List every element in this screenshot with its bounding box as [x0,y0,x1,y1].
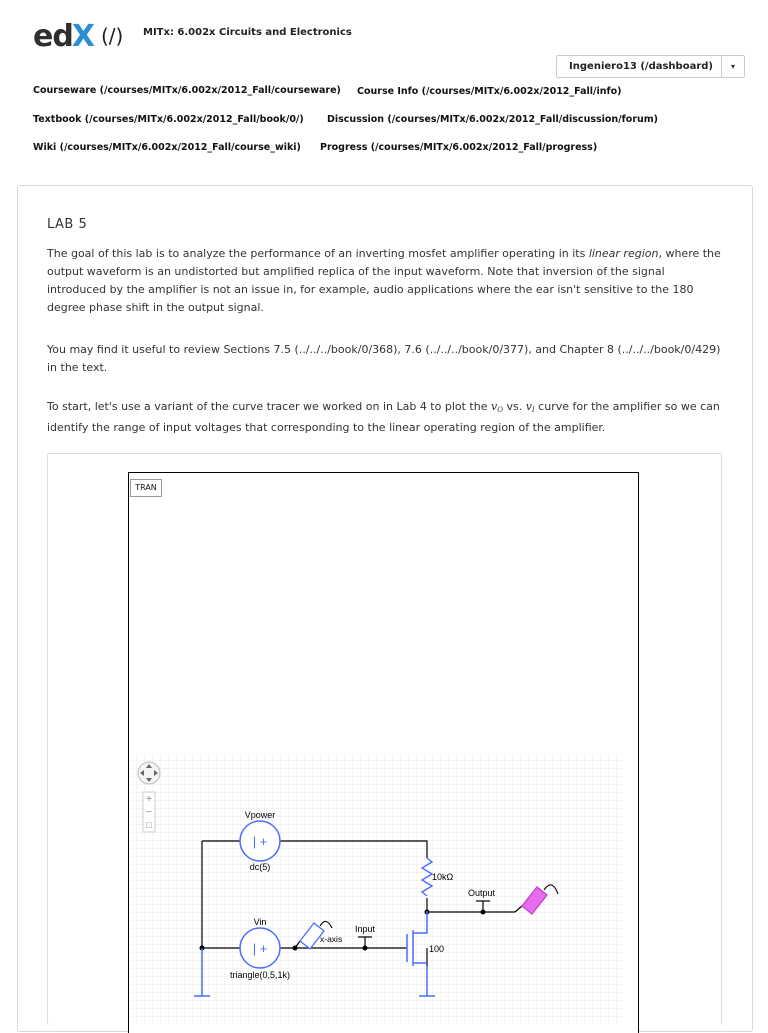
nav-course-info[interactable]: Course Info (/courses/MITx/6.002x/2012_Fall/info) [357,86,622,97]
pan-control-icon[interactable] [138,762,160,784]
curve-text-mid: vs. [502,400,526,413]
zoom-fit-icon[interactable]: □ [146,820,152,830]
vin-symbol: | + [252,941,268,956]
intro-text-a: The goal of this lab is to analyze the performance of an inverting mosfet amplifier operating in its [47,247,589,260]
curve-text-a: To start, let's use a variant of the curve tracer we worked on in Lab 4 to plot the [47,400,491,413]
vpower-value: dc(5) [249,862,271,872]
curve-text-b: curve for the amplifier so we can identify the range of input voltages that corresponding to the linear operating region of the amplifier. [47,400,720,434]
zoom-in-icon[interactable]: + [146,794,152,805]
vi-letter: v [525,400,532,413]
user-dashboard-link[interactable]: Ingeniero13 (/dashboard) [569,61,713,72]
page-title: LAB 5 [47,217,88,232]
nav-discussion[interactable]: Discussion (/courses/MITx/6.002x/2012_Fall/discussion/forum) [327,114,659,125]
logo-x: X [71,18,95,54]
vi-subscript: I [531,406,535,414]
chevron-down-icon[interactable]: ▾ [721,56,744,77]
zoom-out-icon[interactable]: − [146,807,152,818]
vpower-symbol: | + [252,834,268,849]
schematic-grid [130,755,622,1024]
nav-wiki[interactable]: Wiki (/courses/MITx/6.002x/2012_Fall/course_wiki) [33,142,301,153]
vpower-label: Vpower [244,810,276,820]
tran-button[interactable]: TRAN [130,479,162,497]
nav-courseware[interactable]: Courseware (/courses/MITx/6.002x/2012_Fall/courseware) [33,85,341,96]
course-title: MITx: 6.002x Circuits and Electronics [143,27,352,38]
review-paragraph: You may find it useful to review Sections 7.5 (../../../book/0/368), 7.6 (../../../book/0/377), and Chapter 8 (../../../book/0/429) in the text. [47,343,721,374]
zoom-controls[interactable] [143,792,155,832]
nav-progress[interactable]: Progress (/courses/MITx/6.002x/2012_Fall/progress) [320,142,598,153]
x-axis-label: x-axis [320,934,343,944]
input-label: Input [355,924,376,934]
intro-text-b: , where the output waveform is an undistorted but amplified replica of the input waveform. Note that inversion of the signal introduced by the amplifier is not an issue in, for example, audio applications where the ear isn't sensitive to the 180 degree phase shift in the output signal. [47,247,721,314]
vin-value: triangle(0,5,1k) [229,970,291,980]
intro-emphasis: linear region [588,247,659,260]
logo-ed: ed [33,18,73,54]
logo-link[interactable]: (/) [100,24,124,48]
mosfet-value: 100 [429,944,445,954]
nav-textbook[interactable]: Textbook (/courses/MITx/6.002x/2012_Fall/book/0/) [33,114,304,125]
resistor-value: 10kΩ [432,872,454,882]
vin-label: Vin [253,917,267,927]
vo-subscript: O [497,406,503,414]
vo-letter: v [490,400,498,413]
output-label: Output [468,888,496,898]
